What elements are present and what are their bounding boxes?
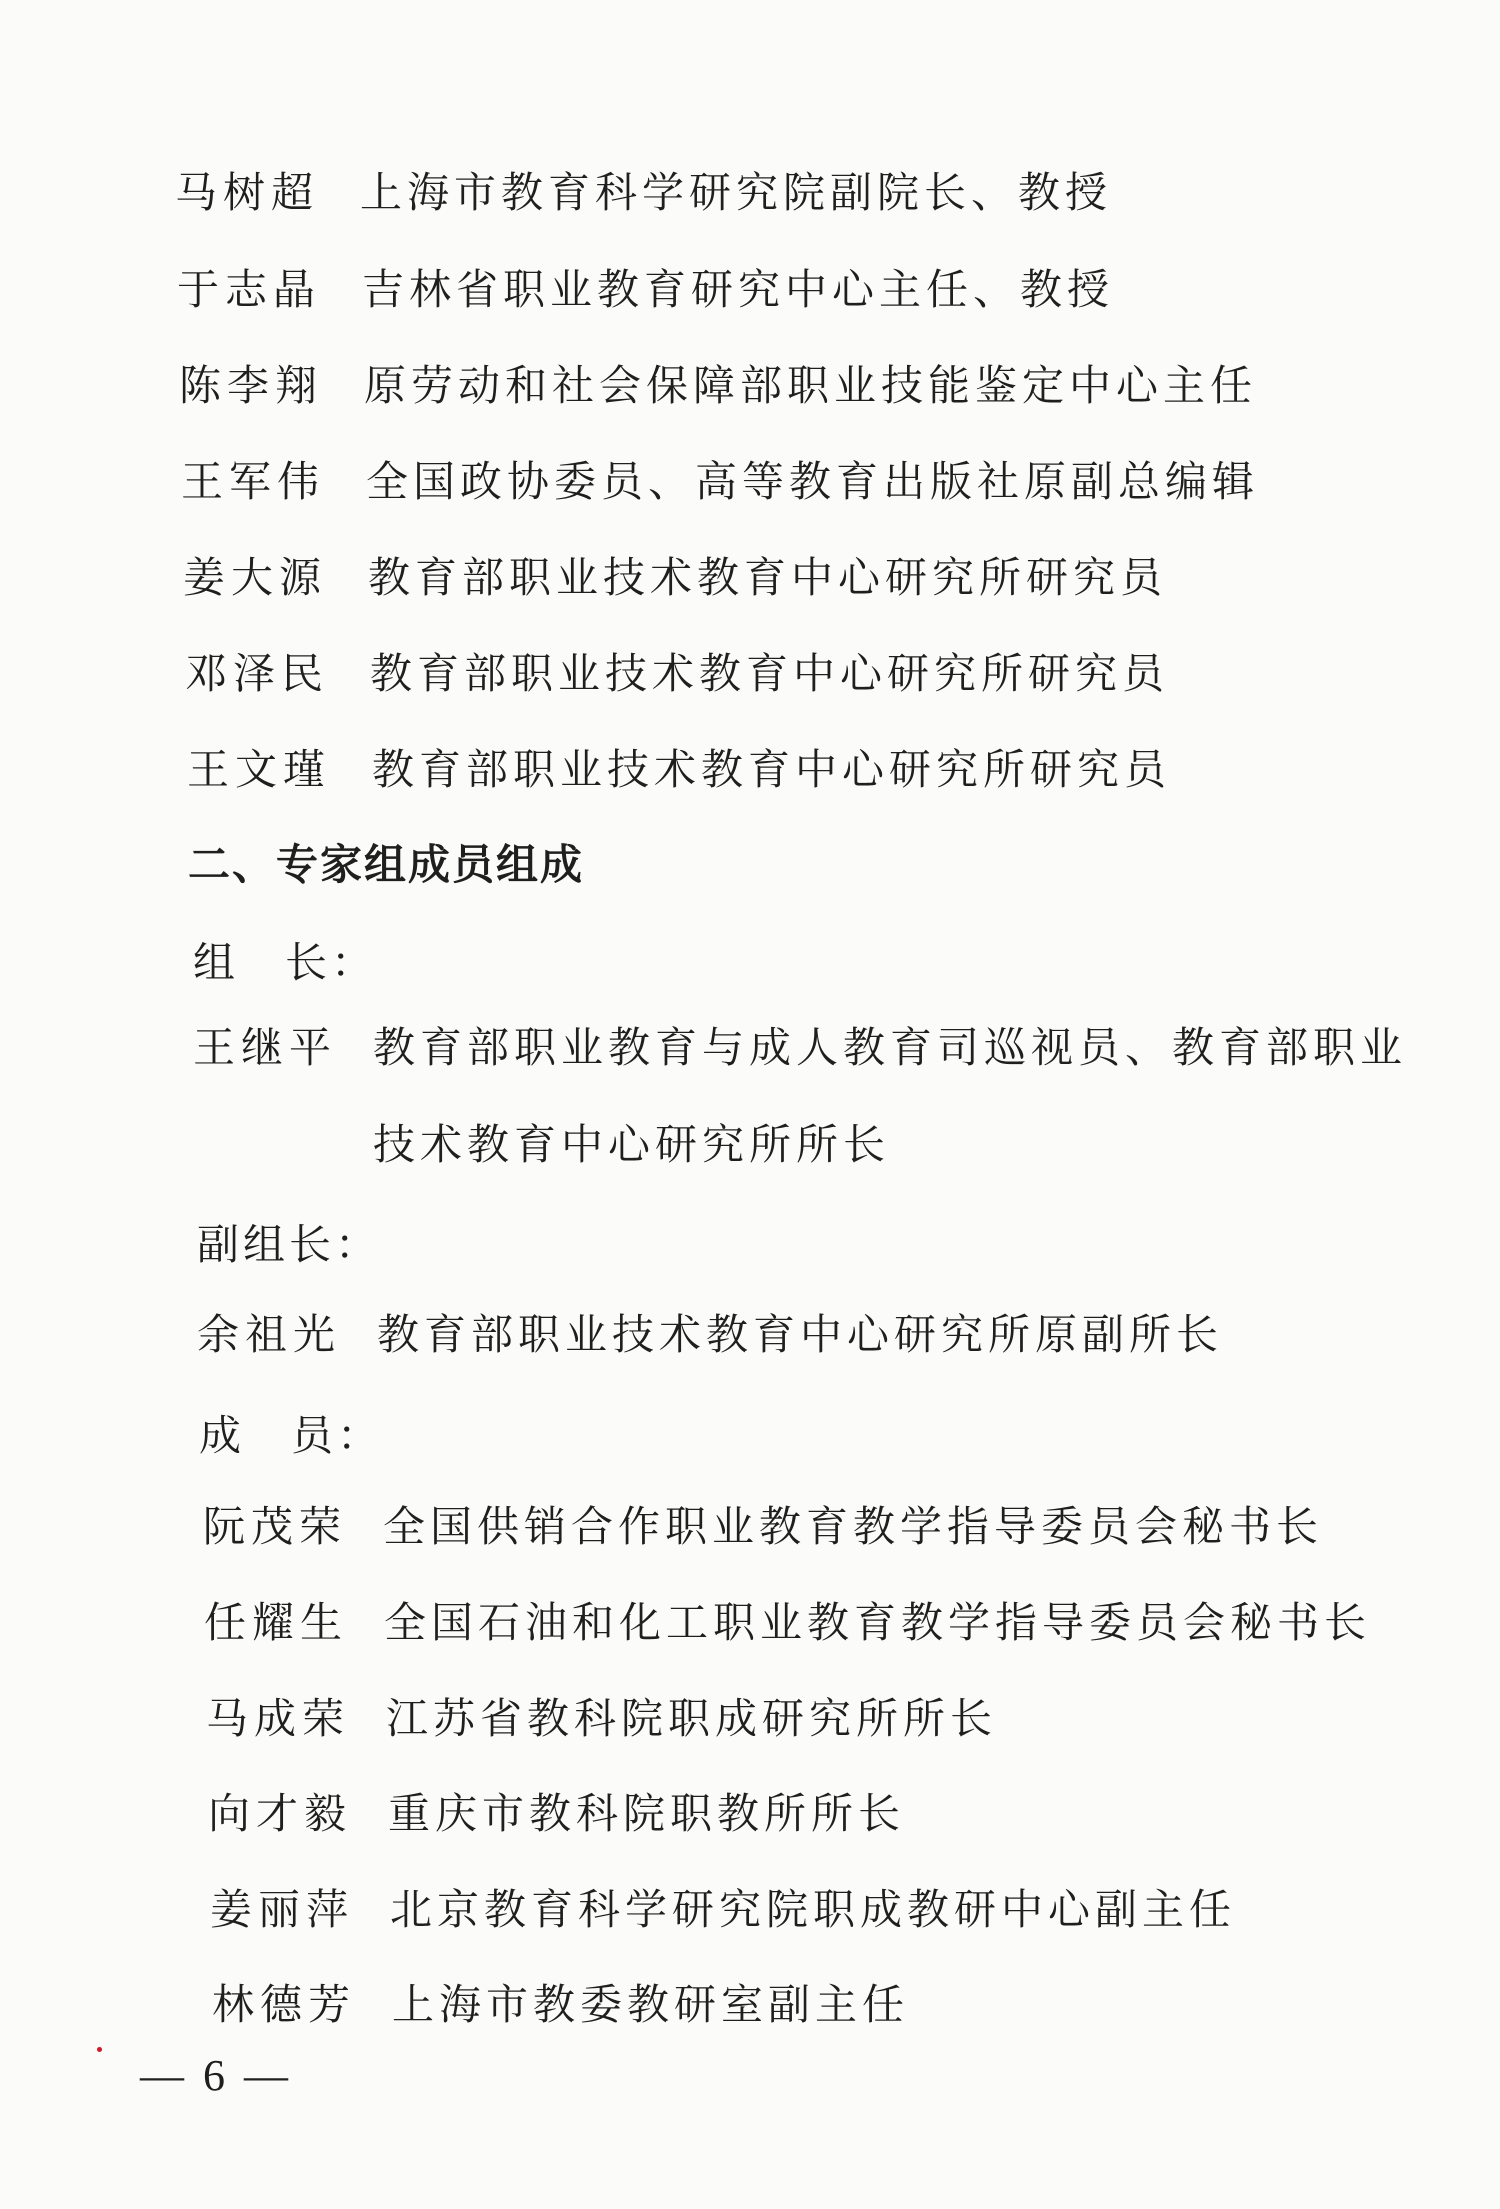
member-title: 全国政协委员、高等教育出版社原副总编辑 (366, 457, 1260, 506)
member-title: 全国供销合作职业教育教学指导委员会秘书长 (383, 1502, 1324, 1551)
member-row (177, 257, 1114, 317)
member-name: 邓泽民 (185, 649, 330, 698)
member-name: 姜大源 (183, 553, 328, 602)
member-title: 教育部职业技术教育中心研究所研究员 (368, 553, 1168, 602)
member-title: 重庆市教科院职教所所长 (388, 1789, 906, 1838)
member-name: 林德芳 (212, 1980, 357, 2029)
member-title: 上海市教育科学研究院副院长、教授 (360, 168, 1113, 217)
member-name: 于志晶 (177, 265, 322, 314)
member-title: 吉林省职业教育研究中心主任、教授 (362, 265, 1115, 314)
members-label: 成 员： (199, 1411, 384, 1460)
member-row (187, 737, 1171, 797)
member-name: 马成荣 (206, 1694, 351, 1743)
member-title: 上海市教委教研室副主任 (392, 1980, 910, 2029)
leader-title-continuation (373, 1112, 890, 1172)
member-name: 马树超 (175, 168, 320, 217)
member-name: 陈李翔 (179, 361, 324, 410)
leader-row (193, 1015, 1407, 1075)
member-title: 全国石油和化工职业教育教学指导委员会秘书长 (384, 1598, 1372, 1647)
member-title: 教育部职业技术教育中心研究所研究员 (370, 649, 1170, 698)
member-name: 王军伟 (181, 457, 326, 506)
deputy-label: 副组长： (197, 1220, 382, 1269)
member-row (206, 1686, 997, 1746)
member-row (175, 160, 1112, 220)
deputy-title: 教育部职业技术教育中心研究所原副所长 (377, 1310, 1224, 1359)
member-name: 任耀生 (204, 1598, 349, 1647)
leader-title-line1: 教育部职业教育与成人教育司巡视员、教育部职业 (373, 1023, 1408, 1072)
member-name: 阮茂荣 (203, 1502, 348, 1551)
red-dot-mark (97, 2047, 102, 2052)
member-title: 教育部职业技术教育中心研究所研究员 (372, 745, 1172, 794)
member-title: 北京教育科学研究院职成教研中心副主任 (390, 1885, 1237, 1934)
member-name: 姜丽萍 (210, 1885, 355, 1934)
member-row (204, 1590, 1371, 1650)
member-title: 江苏省教科院职成研究所所长 (386, 1694, 998, 1743)
deputy-row (197, 1302, 1223, 1362)
member-name: 王文瑾 (187, 745, 332, 794)
section-heading: 二、专家组成员组成 (188, 840, 585, 889)
member-row (183, 545, 1167, 605)
member-row (212, 1972, 909, 2032)
member-row (185, 641, 1169, 701)
member-row (203, 1494, 1323, 1554)
member-title: 原劳动和社会保障部职业技能鉴定中心主任 (364, 361, 1258, 410)
member-name: 向才毅 (208, 1789, 353, 1838)
leader-title-line2: 技术教育中心研究所所长 (373, 1120, 891, 1169)
member-row (179, 353, 1257, 413)
member-row (210, 1877, 1236, 1937)
leader-name: 王继平 (193, 1023, 338, 1072)
leader-label: 组 长： (193, 938, 378, 987)
deputy-name: 余祖光 (197, 1310, 342, 1359)
page-number: — 6 — (140, 2051, 292, 2100)
member-row (181, 449, 1259, 509)
member-row (208, 1781, 905, 1841)
